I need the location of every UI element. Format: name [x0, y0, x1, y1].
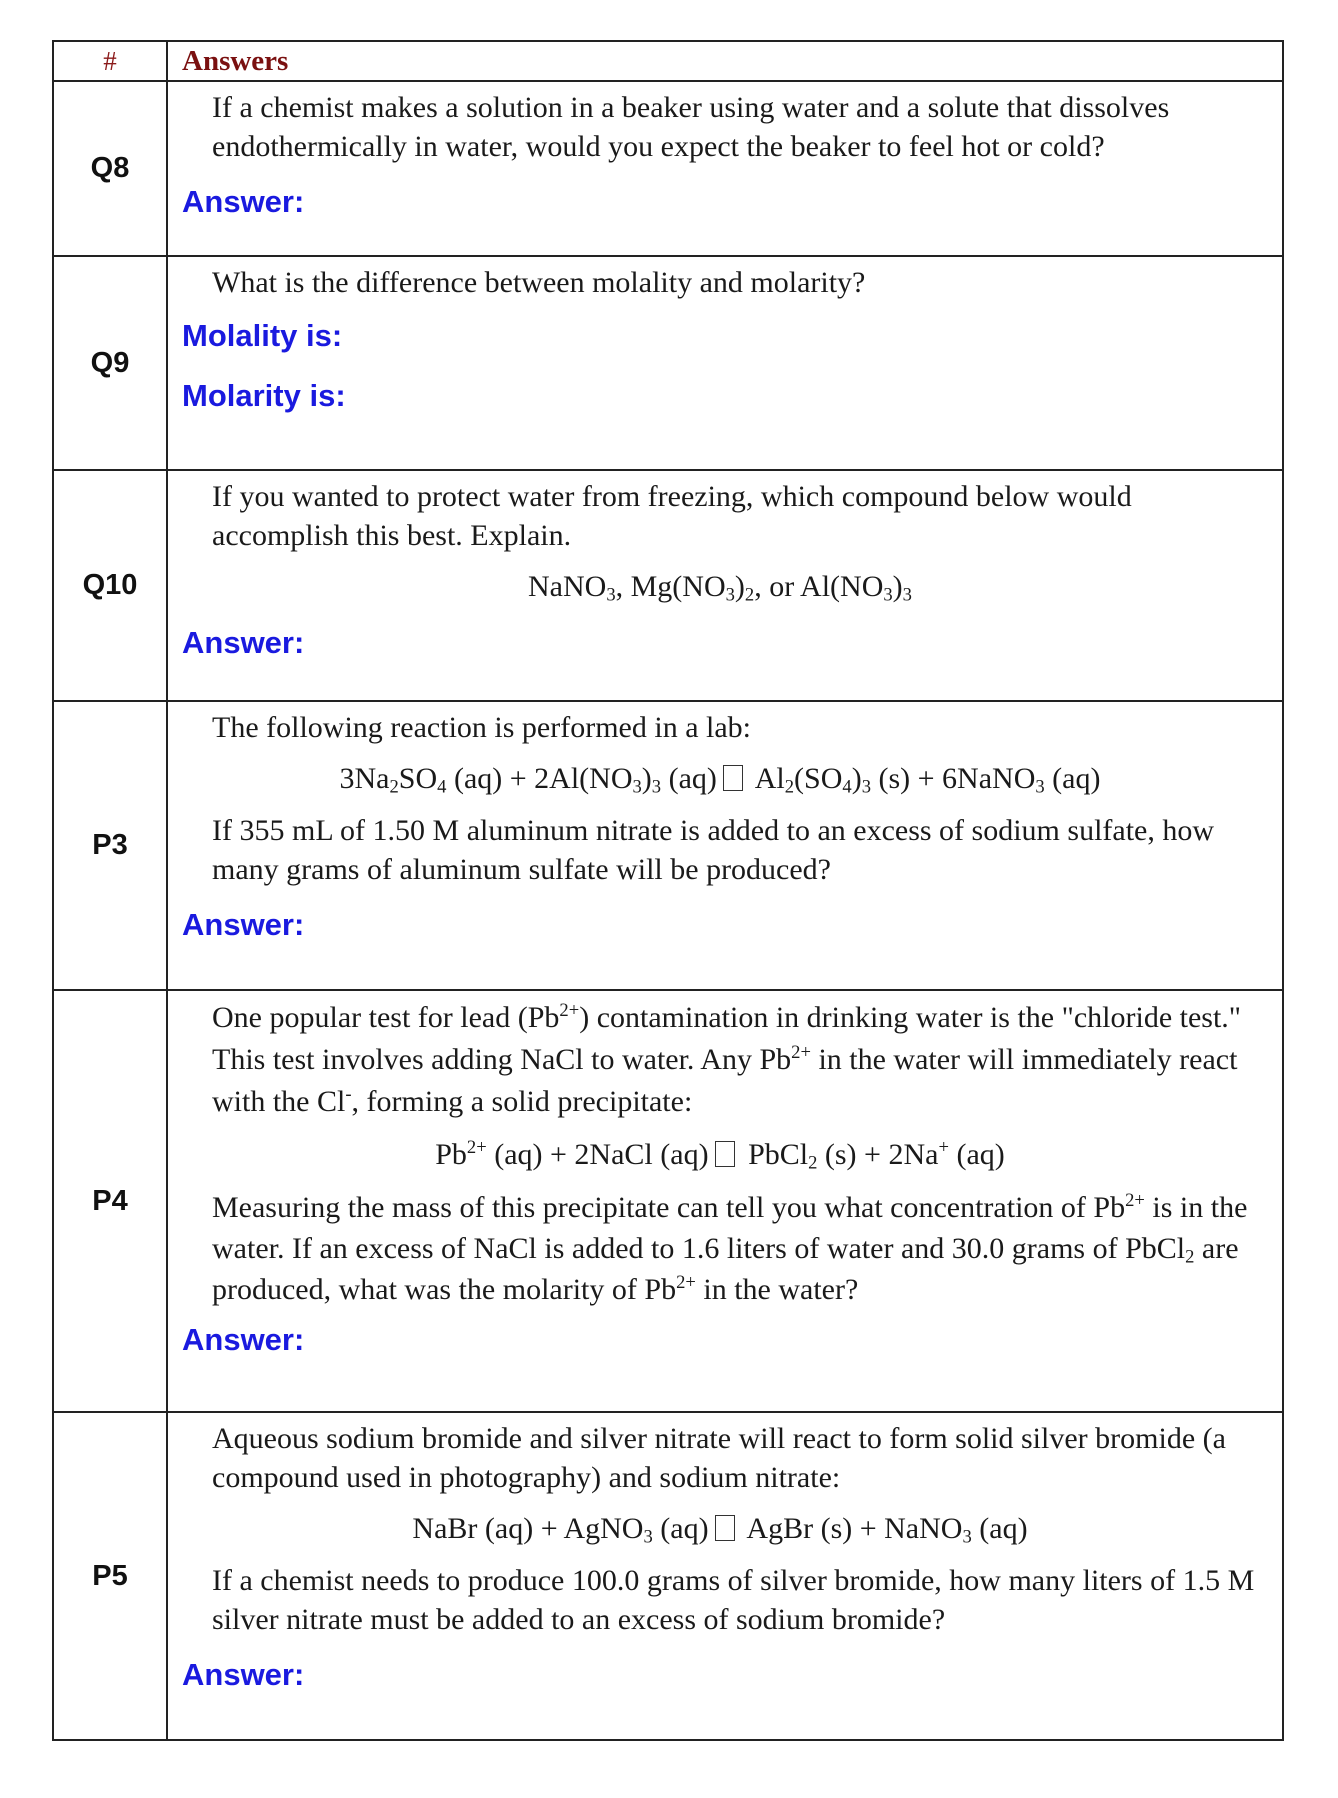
table-row [53, 701, 1283, 990]
question-cell [167, 470, 1283, 701]
reaction-equation: NaBr (aq) + AgNO$_3$ (aq) AgBr (s) + NaNO$_3$ (aq) [412, 1512, 1028, 1548]
question-text: If a chemist makes a solution in a beaker using water and a solute that dissolves endothermically in water, would you expect the beaker to feel hot or cold? [212, 91, 1170, 163]
question-text: If a chemist needs to produce 100.0 grams of silver bromide, how many liters of 1.5 M silver nitrate must be added to an excess of sodium bromide? [212, 1564, 1255, 1636]
answer-label: Answer: [182, 1657, 305, 1692]
question-id: P4 [53, 990, 167, 1412]
header-number: # [53, 41, 167, 81]
question-text: Measuring the mass of this precipitate can tell you what concentration of $Pb^{2+}$ is in the water. If an excess of NaCl is added to 1.6 liters of water and 30.0 grams of PbCl$_2$ are produced, what was the molarity of $Pb^{2+}$ in the water? [212, 1189, 1248, 1306]
question-cell [167, 1412, 1283, 1740]
arrow-glyph-icon [715, 1515, 735, 1541]
table-row [53, 1412, 1283, 1740]
table-row [53, 470, 1283, 701]
reaction-equation: $3Na_2SO_4$ $(aq) + 2Al(NO_3)_3$ (aq) $Al_2(SO_4)_3$ (s) + 6NaNO$_3$ (aq) [339, 762, 1101, 798]
question-text: Aqueous sodium bromide and silver nitrate will react to form solid silver bromide (a compound used in photography) and sodium nitrate: [212, 1422, 1226, 1494]
header-answers: Answers [167, 41, 1283, 81]
answer-label: Answer: [182, 907, 305, 942]
question-cell [167, 256, 1283, 470]
question-id: P3 [53, 701, 167, 990]
reaction-equation: $Pb^{2+}$ (aq) + 2NaCl (aq) PbCl$_2$ (s) + 2Na+ (aq) [435, 1136, 1005, 1174]
question-text: If 355 mL of 1.50 M aluminum nitrate is added to an excess of sodium sulfate, how many grams of aluminum sulfate will be produced? [212, 814, 1215, 886]
question-cell [167, 81, 1283, 256]
question-id: Q9 [53, 256, 167, 470]
question-text: One popular test for lead $(Pb^{2+})$ contamination in drinking water is the "chloride test." This test involves adding NaCl to water. Any $Pb^{2+}$ in the water will immediately react with the Cl-, forming a solid precipitate: [212, 999, 1242, 1118]
compound-list: NaNO$_3$, $Mg(NO_3)_2$, or $Al(NO_3)_3$ [528, 570, 912, 606]
molality-label: Molality is: [182, 318, 343, 353]
molarity-label: Molarity is: [182, 378, 346, 413]
question-id: P5 [53, 1412, 167, 1740]
table-row [53, 81, 1283, 256]
question-cell [167, 990, 1283, 1412]
table-row [53, 990, 1283, 1412]
table-row [53, 256, 1283, 470]
arrow-glyph-icon [715, 1141, 735, 1167]
question-id: Q8 [53, 81, 167, 256]
question-text: If you wanted to protect water from freezing, which compound below would accomplish this best. Explain. [212, 480, 1132, 552]
answer-label: Answer: [182, 184, 305, 219]
question-text: What is the difference between molality and molarity? [212, 266, 866, 299]
table-header-row [53, 41, 1283, 81]
arrow-glyph-icon [723, 765, 743, 791]
question-text: The following reaction is performed in a lab: [212, 711, 751, 744]
answer-label: Answer: [182, 625, 305, 660]
question-cell [167, 701, 1283, 990]
answer-label: Answer: [182, 1322, 305, 1357]
answers-table [52, 40, 1284, 1741]
question-id: Q10 [53, 470, 167, 701]
